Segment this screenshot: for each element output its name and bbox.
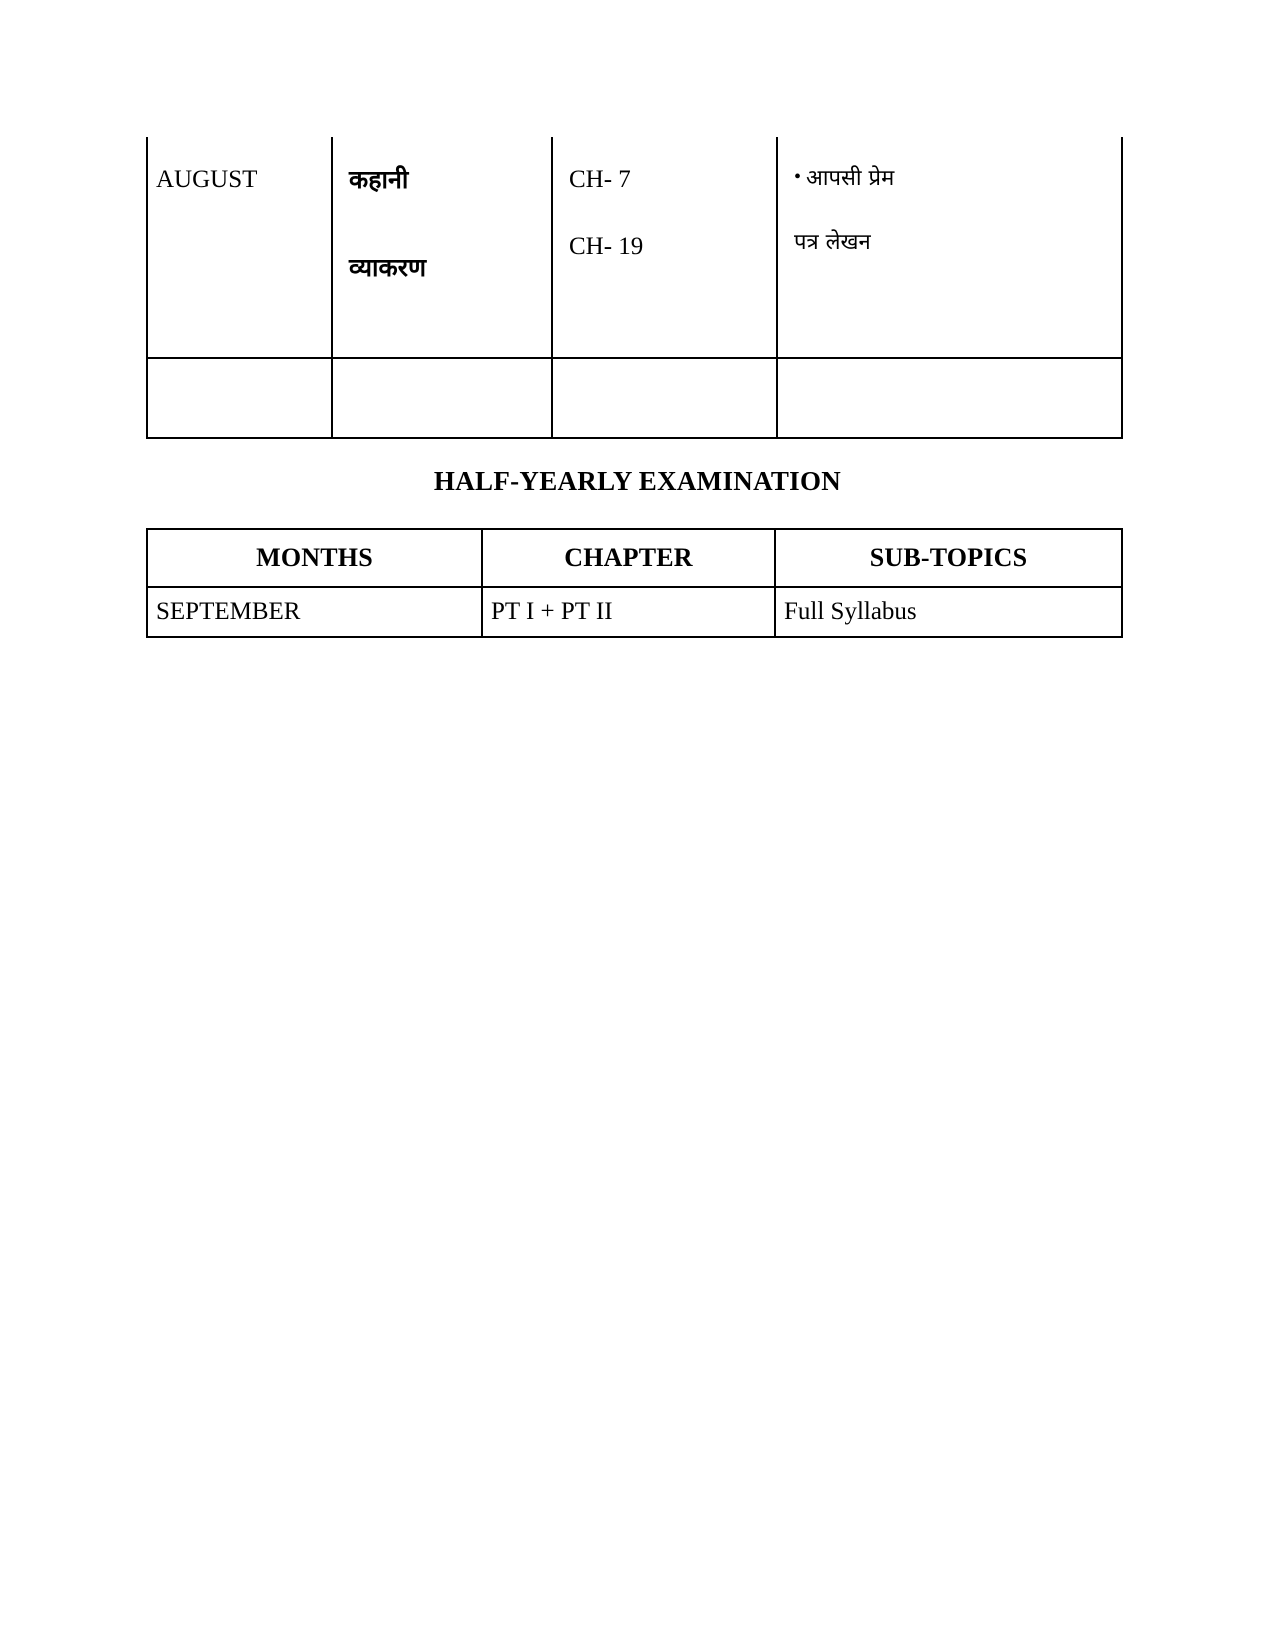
cell-sub-topics — [777, 358, 1122, 438]
cell-month — [147, 137, 332, 358]
section-heading: HALF-YEARLY EXAMINATION — [433, 466, 842, 496]
column-header-sub-topics: SUB-TOPICS — [775, 529, 1122, 587]
table-header-row — [147, 529, 1122, 587]
cell-sub-topics — [777, 137, 1122, 358]
sub-topic-bulleted — [794, 167, 1121, 190]
cell-chapter-topics — [332, 137, 552, 358]
cell-chapter-topics — [332, 358, 552, 438]
chapter-number-1: CH- 7 — [569, 166, 631, 193]
column-header-chapter: CHAPTER — [482, 529, 775, 587]
chapter-number-2: CH- 19 — [569, 233, 644, 260]
month-label: AUGUST — [156, 166, 258, 193]
table-row — [147, 137, 1122, 358]
cell-sub-topics: Full Syllabus — [775, 587, 1122, 637]
cell-chapter-numbers — [552, 358, 777, 438]
chapter-topic-2: व्याकरण — [349, 253, 427, 282]
spacer — [569, 192, 776, 234]
cell-chapter: PT I + PT II — [482, 587, 775, 637]
spacer — [794, 190, 1121, 232]
cell-months: SEPTEMBER — [147, 587, 482, 637]
sub-topic-1: आपसी प्रेम — [806, 166, 895, 191]
table-row — [147, 358, 1122, 438]
syllabus-continued-table — [146, 137, 1123, 439]
chapter-topic-1: कहानी — [349, 165, 409, 194]
cell-chapter-numbers — [552, 137, 777, 358]
spacer — [349, 193, 551, 255]
bullet-icon: • — [794, 166, 802, 188]
sub-topic-2: पत्र लेखन — [794, 230, 871, 255]
exam-syllabus-table — [146, 528, 1123, 638]
cell-month — [147, 358, 332, 438]
column-header-months: MONTHS — [147, 529, 482, 587]
table-row — [147, 587, 1122, 637]
